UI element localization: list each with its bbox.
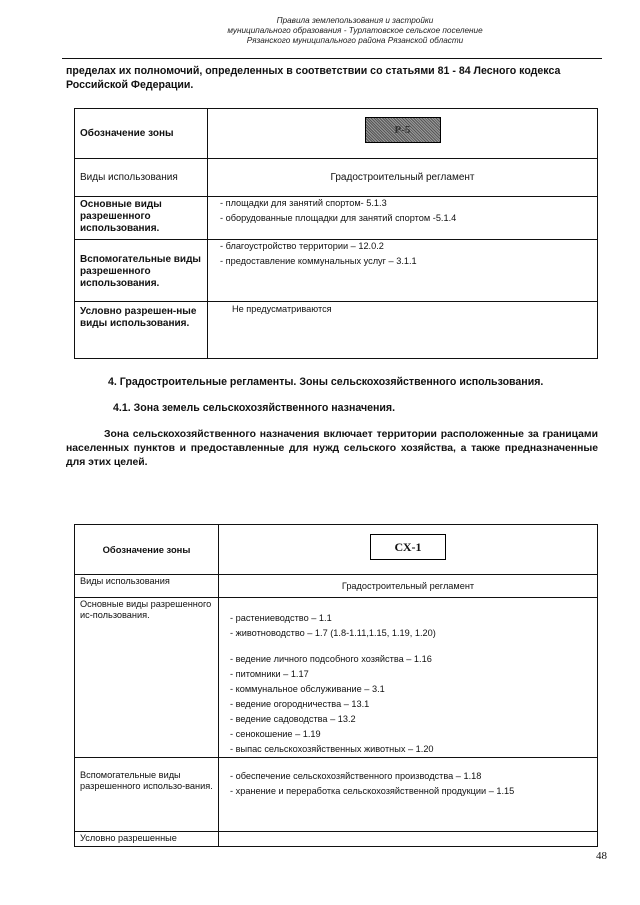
intro-paragraph: пределах их полномочий, определенных в соответствии со статьями 81 - 84 Лесного кодекса Российской Федерации. bbox=[66, 65, 561, 91]
main-use-label: Основные виды разрешенного ис-пользования. bbox=[80, 599, 212, 620]
list-item: - обеспечение сельскохозяйственного производства – 1.18 bbox=[230, 771, 482, 781]
list-item: - ведение огородничества – 13.1 bbox=[230, 699, 370, 709]
aux-use-items bbox=[208, 240, 598, 302]
regulation-header: Градостроительный регламент bbox=[341, 580, 475, 591]
zone-label-cell bbox=[75, 525, 219, 575]
list-item: - хранение и переработка сельскохозяйственной продукции – 1.15 bbox=[230, 786, 515, 796]
list-item: - коммунальное обслуживание – 3.1 bbox=[230, 684, 385, 694]
list-item: - выпас сельскохозяйственных животных – 1.20 bbox=[230, 744, 434, 754]
list-item: - животноводство – 1.7 (1.8-1.11,1.15, 1.19, 1.20) bbox=[230, 628, 436, 638]
cond-use-value: Не предусматриваются bbox=[232, 304, 332, 314]
list-item: - питомники – 1.17 bbox=[230, 669, 309, 679]
list-item: - благоустройство территории – 12.0.2 bbox=[220, 241, 384, 251]
section-heading: 4. Градостроительные регламенты. Зоны сельскохозяйственного использования. bbox=[108, 376, 544, 388]
cond-use-cell bbox=[75, 302, 208, 359]
cond-use-value-cell bbox=[208, 302, 598, 359]
header-line-1: Правила землепользования и застройки bbox=[276, 16, 434, 25]
zone-table-cx1 bbox=[74, 524, 598, 847]
cond-use-value-cell bbox=[219, 832, 598, 847]
zone-code-cell bbox=[219, 525, 598, 575]
use-types-label: Виды использования bbox=[80, 576, 170, 586]
list-item: - сенокошение – 1.19 bbox=[230, 729, 321, 739]
use-types-cell bbox=[75, 575, 219, 598]
header-line-2: муниципального образования - Турлатовское сельское поселение bbox=[227, 26, 483, 35]
zone-code-badge: СХ-1 bbox=[370, 534, 446, 560]
aux-use-cell bbox=[75, 240, 208, 302]
header-rule bbox=[62, 58, 602, 59]
list-item: - оборудованные площадки для занятий спортом -5.1.4 bbox=[220, 213, 457, 223]
list-item: - растениеводство – 1.1 bbox=[230, 613, 332, 623]
use-types-label: Виды использования bbox=[80, 171, 178, 183]
zone-code-cell bbox=[208, 109, 598, 159]
list-item: - предоставление коммунальных услуг – 3.1.1 bbox=[220, 256, 417, 266]
zone-label: Обозначение зоны bbox=[80, 127, 174, 139]
running-header bbox=[150, 16, 560, 46]
list-item: - ведение садоводства – 13.2 bbox=[230, 714, 356, 724]
header-line-3: Рязанского муниципального района Рязанской области bbox=[246, 36, 464, 45]
subsection-heading: 4.1. Зона земель сельскохозяйственного назначения. bbox=[113, 402, 396, 414]
zone-label-cell bbox=[75, 109, 208, 159]
aux-use-label: Вспомогательные виды разрешенного использо-вания. bbox=[80, 770, 213, 791]
main-use-items bbox=[219, 598, 598, 758]
regulation-header: Градостроительный регламент bbox=[330, 171, 475, 183]
list-item: - площадки для занятий спортом- 5.1.3 bbox=[220, 198, 387, 208]
main-use-items bbox=[208, 197, 598, 240]
main-use-cell bbox=[75, 197, 208, 240]
zone-label: Обозначение зоны bbox=[102, 544, 191, 555]
use-types-cell bbox=[75, 159, 208, 197]
regulation-header-cell bbox=[219, 575, 598, 598]
cond-use-label: Условно разрешен-ные виды использования. bbox=[80, 306, 197, 329]
aux-use-cell bbox=[75, 758, 219, 832]
aux-use-label: Вспомогательные виды разрешенного использования. bbox=[80, 254, 201, 289]
cond-use-cell bbox=[75, 832, 219, 847]
aux-use-items bbox=[219, 758, 598, 832]
cond-use-label: Условно разрешенные bbox=[80, 833, 177, 843]
main-use-cell bbox=[75, 598, 219, 758]
page-number: 48 bbox=[596, 850, 607, 862]
zone-code-badge: Р-5 bbox=[365, 117, 441, 143]
list-item: - ведение личного подсобного хозяйства – 1.16 bbox=[230, 654, 432, 664]
zone-table-r5 bbox=[74, 108, 598, 359]
regulation-header-cell bbox=[208, 159, 598, 197]
section-paragraph: Зона сельскохозяйственного назначения включает территории расположенные за границами населенных пунктов и предоставленные для нужд сельского хозяйства, а также предназначенные для этих целей. bbox=[66, 429, 598, 468]
main-use-label: Основные виды разрешенного использования. bbox=[80, 199, 162, 234]
